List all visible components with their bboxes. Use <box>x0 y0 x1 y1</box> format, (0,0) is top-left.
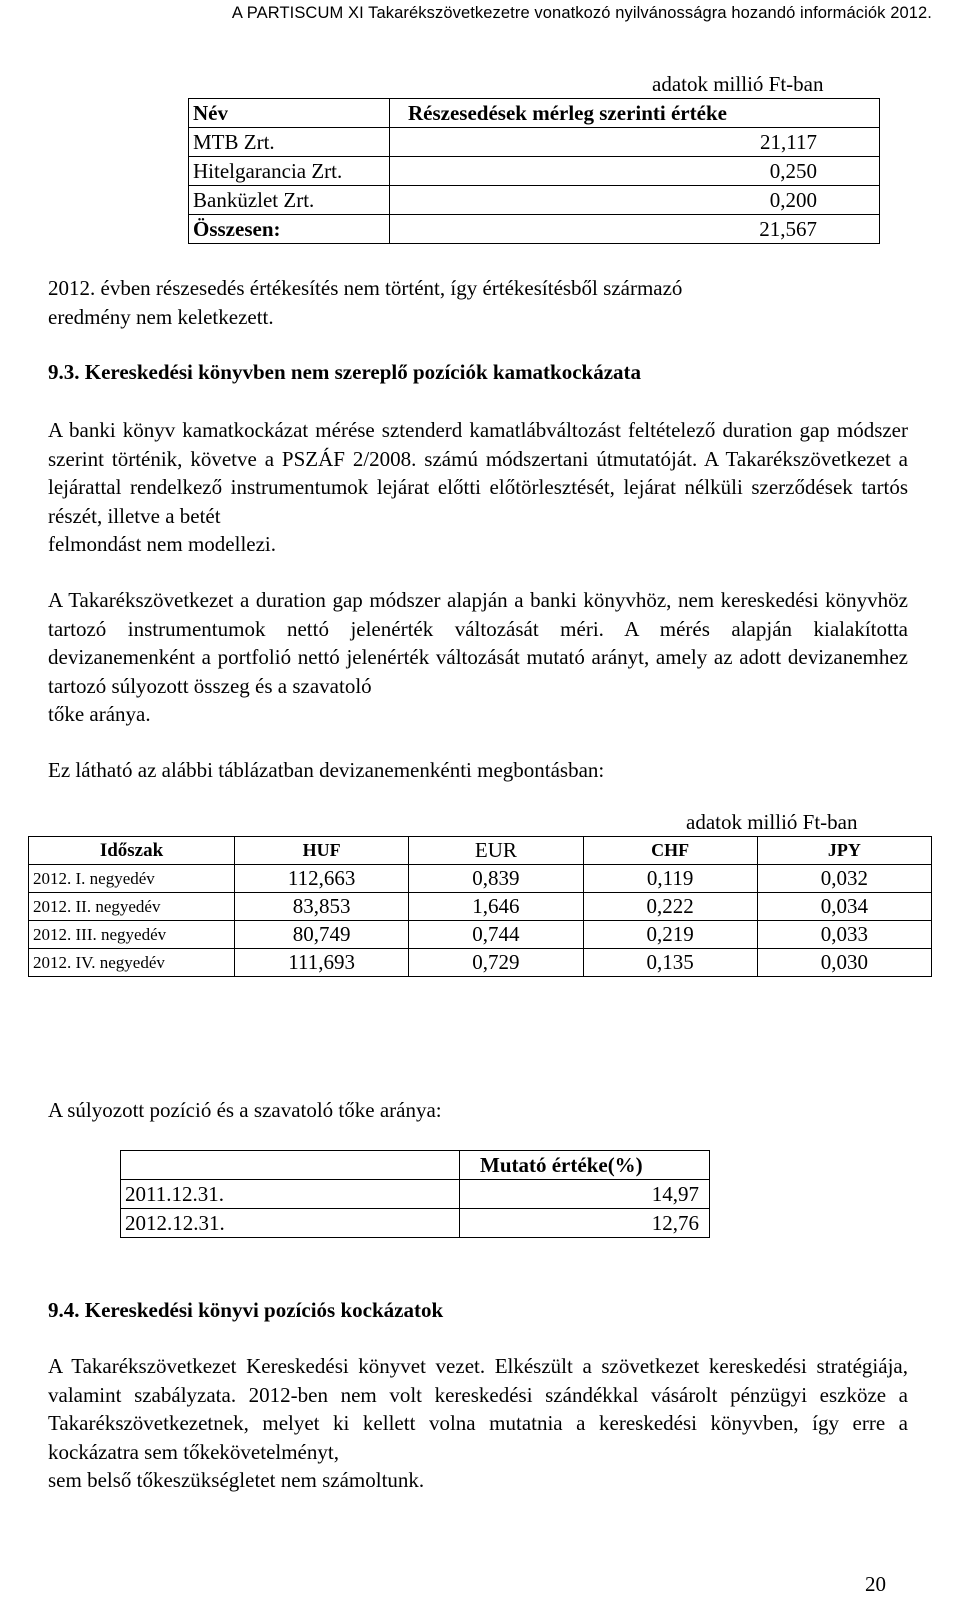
paragraph-sale <box>48 274 908 331</box>
period-cell: 2012. II. negyedév <box>29 893 235 921</box>
table-row <box>121 1209 710 1238</box>
col-header-chf: CHF <box>583 837 757 865</box>
ratio-cell: 14,97 <box>460 1180 710 1209</box>
holding-value: 21,117 <box>390 128 880 157</box>
period-cell: 2012. I. negyedév <box>29 865 235 893</box>
table-header-row <box>121 1151 710 1180</box>
holding-name: Banküzlet Zrt. <box>189 186 390 215</box>
total-label: Összesen: <box>189 215 390 244</box>
date-cell: 2011.12.31. <box>121 1180 460 1209</box>
table-row <box>29 921 932 949</box>
huf-cell: 111,693 <box>235 949 409 977</box>
paragraph-ratio-intro: A súlyozott pozíció és a szavatoló tőke aránya: <box>48 1098 442 1122</box>
total-value: 21,567 <box>390 215 880 244</box>
paragraph-trading-book <box>48 1352 908 1495</box>
chf-cell: 0,222 <box>583 893 757 921</box>
col-header-eur: EUR <box>409 837 583 865</box>
ratio-cell: 12,76 <box>460 1209 710 1238</box>
holdings-table <box>188 98 880 244</box>
paragraph-last-line: tőke aránya. <box>48 702 151 726</box>
section-heading-9-3: 9.3. Kereskedési könyvben nem szereplő pozíciók kamatkockázata <box>48 360 642 384</box>
section-heading-9-4: 9.4. Kereskedési könyvi pozíciós kockázatok <box>48 1298 444 1322</box>
paragraph-last-line: felmondást nem modellezi. <box>48 532 277 556</box>
col-header-indicator: Mutató értéke(%) <box>460 1151 710 1180</box>
table2-unit-label: adatok millió Ft-ban <box>686 810 858 834</box>
eur-cell: 0,744 <box>409 921 583 949</box>
col-header-jpy: JPY <box>757 837 931 865</box>
holding-value: 0,200 <box>390 186 880 215</box>
chf-cell: 0,119 <box>583 865 757 893</box>
huf-cell: 83,853 <box>235 893 409 921</box>
ratio-table <box>120 1150 710 1238</box>
jpy-cell: 0,032 <box>757 865 931 893</box>
holding-value: 0,250 <box>390 157 880 186</box>
eur-cell: 0,729 <box>409 949 583 977</box>
table-header-row <box>29 837 932 865</box>
paragraph-last-line: sem belső tőkeszükségletet nem számoltunk. <box>48 1468 425 1492</box>
table-row <box>189 128 880 157</box>
chf-cell: 0,135 <box>583 949 757 977</box>
huf-cell: 80,749 <box>235 921 409 949</box>
table-row <box>29 949 932 977</box>
paragraph-text: A banki könyv kamatkockázat mérése sztenderd kamatlábváltozást feltételező duration gap módszer szerint történik, követve a PSZÁF 2/2008. számú módszertani útmutatóját. A Takarékszövetkezet a lejárattal rendelkező instrumentumok lejárat előtti előtörlesztését, lejárat nélküli szerződések tartós részét, illetve a betét <box>48 418 908 528</box>
paragraph-duration-gap <box>48 586 908 729</box>
jpy-cell: 0,030 <box>757 949 931 977</box>
eur-cell: 0,839 <box>409 865 583 893</box>
col-header-huf: HUF <box>235 837 409 865</box>
page-number: 20 <box>865 1572 886 1596</box>
paragraph-text: A Takarékszövetkezet Kereskedési könyvet vezet. Elkészült a szövetkezet kereskedési stratégiája, valamint szabályzata. 2012-ben nem volt kereskedési szándékkal vásárolt pénzügyi eszköze a Takarékszövetkezetnek, melyet ki kellett volna mutatnia a kereskedési könyvben, így erre a kockázatra sem tőkekövetelményt, <box>48 1354 908 1464</box>
paragraph-table-intro: Ez látható az alábbi táblázatban devizanemenkénti megbontásban: <box>48 758 605 782</box>
col-header-value: Részesedések mérleg szerinti értéke <box>390 99 880 128</box>
table-row <box>121 1180 710 1209</box>
table-row <box>189 186 880 215</box>
huf-cell: 112,663 <box>235 865 409 893</box>
table-row <box>29 865 932 893</box>
table1-unit-label: adatok millió Ft-ban <box>652 72 824 96</box>
chf-cell: 0,219 <box>583 921 757 949</box>
jpy-cell: 0,033 <box>757 921 931 949</box>
date-cell: 2012.12.31. <box>121 1209 460 1238</box>
paragraph-interest-risk <box>48 416 908 559</box>
table-header-row <box>189 99 880 128</box>
period-cell: 2012. III. negyedév <box>29 921 235 949</box>
table-row <box>189 157 880 186</box>
col-header-period: Időszak <box>29 837 235 865</box>
holding-name: MTB Zrt. <box>189 128 390 157</box>
paragraph-text: A Takarékszövetkezet a duration gap módszer alapján a banki könyvhöz, nem kereskedési könyvhöz tartozó instrumentumok nettó jelenérték változását méri. A mérés alapján kialakította devizanemenként a portfolió nettó jelenérték változását mutató arányt, amely az adott devizanemhez tartozó súlyozott összeg és a szavatoló <box>48 588 908 698</box>
jpy-cell: 0,034 <box>757 893 931 921</box>
period-cell: 2012. IV. negyedév <box>29 949 235 977</box>
col-header-name: Név <box>189 99 390 128</box>
holding-name: Hitelgarancia Zrt. <box>189 157 390 186</box>
paragraph-text: 2012. évben részesedés értékesítés nem történt, így értékesítésből származó <box>48 276 683 300</box>
empty-header-cell <box>121 1151 460 1180</box>
currency-table <box>28 836 932 977</box>
table-row <box>29 893 932 921</box>
eur-cell: 1,646 <box>409 893 583 921</box>
page-header: A PARTISCUM XI Takarékszövetkezetre vonatkozó nyilvánosságra hozandó információk 2012. <box>231 4 932 22</box>
total-row <box>189 215 880 244</box>
paragraph-last-line: eredmény nem keletkezett. <box>48 304 274 329</box>
